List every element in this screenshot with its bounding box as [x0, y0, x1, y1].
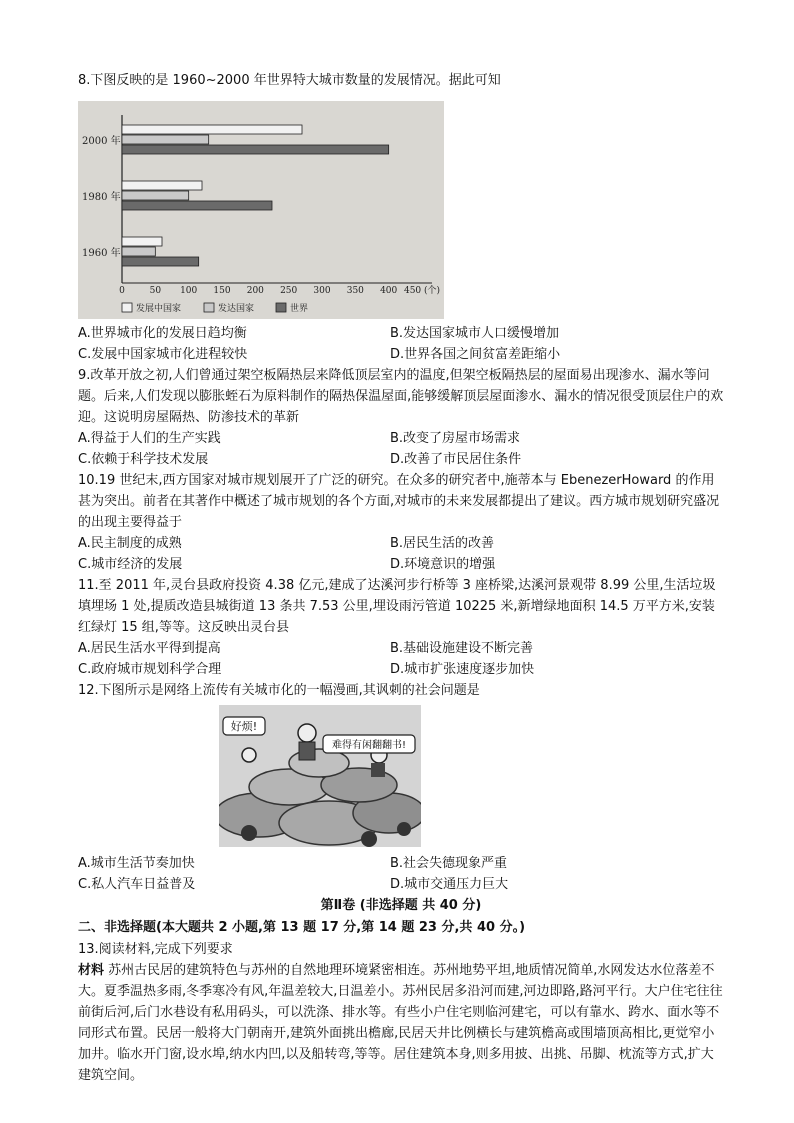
q12-option-d[interactable]: D.城市交通压力巨大	[390, 877, 509, 892]
cartoon-drawing	[219, 705, 421, 847]
x-tick-label: 100	[180, 286, 198, 296]
question-12-stem: 12.下图所示是网络上流传有关城市化的一幅漫画,其讽刺的社会问题是	[78, 683, 480, 698]
q12-option-a[interactable]: A.城市生活节奏加快	[78, 856, 195, 871]
x-tick-label: 300	[313, 286, 331, 296]
question-10-stem: 10.19 世纪末,西方国家对城市规划展开了广泛的研究。在众多的研究者中,施蒂本与 EbenezerHoward 的作用甚为突出。前者在其著作中概述了城市规划的各个方面,对城市的未来发展都提出了建议。西方城市规划研究盛况的出现主要得益于	[78, 473, 720, 530]
traffic-cartoon	[219, 705, 421, 847]
question-8-options	[78, 323, 724, 365]
q9-option-d[interactable]: D.改善了市民居住条件	[390, 452, 522, 467]
legend-swatch	[276, 303, 286, 312]
material-text: 苏州古民居的建筑特色与苏州的自然地理环境紧密相连。苏州地势平坦,地质情况简单,水网发达水位落差不大。夏季温热多雨,冬季寒冷有风,年温差较大,日温差小。苏州民居多沿河而建,河边即路,路河平行。大户住宅往往前街后河,后门水巷设有私用码头，可以洗涤、排水等。有些小户住宅则临河建宅，可以有靠水、跨水、面水等不同形式布置。民居一般将大门朝南开,建筑外面挑出檐廊,民居天井比例横长与建筑檐高或围墙顶高相比,更觉窄小加井。临水开门窗,设水埠,纳水内凹,以及船转弯,等等。居住建筑本身,则多用披、出挑、吊脚、枕流等方式,扩大建筑空间。	[78, 963, 723, 1083]
legend-swatch	[122, 303, 132, 312]
q8-option-a[interactable]: A.世界城市化的发展日趋均衡	[78, 326, 247, 341]
x-tick-label: 450 (个)	[403, 286, 441, 296]
exam-page	[78, 70, 724, 1086]
x-tick-label: 200	[246, 286, 264, 296]
bar-发达国家	[122, 191, 189, 200]
q10-option-a[interactable]: A.民主制度的成熟	[78, 536, 182, 551]
q8-option-d[interactable]: D.世界各国之间贫富差距缩小	[390, 347, 561, 362]
q11-option-a[interactable]: A.居民生活水平得到提高	[78, 641, 221, 656]
x-tick-label: 150	[213, 286, 231, 296]
material-label: 材料	[78, 963, 105, 978]
x-tick-label: 350	[346, 286, 364, 296]
category-label: 2000 年	[82, 136, 121, 147]
bar-发展中国家	[122, 125, 302, 134]
cartoon-bubble-2: 难得有闲翻翻书!	[331, 740, 407, 751]
question-8-stem: 8.下图反映的是 1960~2000 年世界特大城市数量的发展情况。据此可知	[78, 73, 501, 88]
part-2-heading: 二、非选择题(本大题共 2 小题,第 13 题 17 分,第 14 题 23 分,共 40 分。)	[78, 920, 526, 935]
bar-世界	[122, 257, 199, 266]
legend-label: 世界	[290, 304, 309, 314]
q9-option-b[interactable]: B.改变了房屋市场需求	[390, 431, 521, 446]
x-tick-label: 250	[280, 286, 298, 296]
legend-label: 发达国家	[218, 304, 255, 314]
x-tick-label: 0	[119, 286, 125, 296]
q11-option-c[interactable]: C.政府城市规划科学合理	[78, 662, 222, 677]
q10-option-d[interactable]: D.环境意识的增强	[390, 557, 496, 572]
q11-option-b[interactable]: B.基础设施建设不断完善	[390, 641, 534, 656]
category-label: 1980 年	[82, 192, 121, 203]
q8-option-c[interactable]: C.发展中国家城市化进程较快	[78, 347, 248, 362]
question-9-options	[78, 428, 724, 470]
question-11-stem: 11.至 2011 年,灵台县政府投资 4.38 亿元,建成了达溪河步行桥等 3 座桥梁,达溪河景观带 8.99 公里,生活垃圾填埋场 1 处,提质改造县城街道 13 条共 7.53 公里,埋设雨污管道 10225 米,新增绿地面积 14.5 万平方米,安装红绿灯 15 组,等等。这反映出灵台县	[78, 578, 716, 635]
bar-发达国家	[122, 135, 209, 144]
q9-option-a[interactable]: A.得益于人们的生产实践	[78, 431, 221, 446]
bar-发展中国家	[122, 181, 202, 190]
question-9-stem: 9.改革开放之初,人们曾通过架空板隔热层来降低顶层室内的温度,但架空板隔热层的屋面易出现渗水、漏水等问题。后来,人们发现以膨胀蛭石为原料制作的隔热保温屋面,能够缓解顶层屋面渗水、漏水的情况很受顶层住户的欢迎。这说明房屋隔热、防渗技术的革新	[78, 368, 724, 425]
bar-世界	[122, 145, 389, 154]
q12-option-c[interactable]: C.私人汽车日益普及	[78, 877, 196, 892]
question-12-options	[78, 853, 724, 895]
bar-发达国家	[122, 247, 155, 256]
question-13-stem: 13.阅读材料,完成下列要求	[78, 942, 233, 957]
legend-label: 发展中国家	[136, 304, 182, 314]
bar-世界	[122, 201, 272, 210]
x-tick-label: 400	[380, 286, 398, 296]
question-11-options	[78, 638, 724, 680]
q12-option-b[interactable]: B.社会失德现象严重	[390, 856, 508, 871]
question-10-options	[78, 533, 724, 575]
q9-option-c[interactable]: C.依赖于科学技术发展	[78, 452, 209, 467]
bar-chart-svg	[78, 101, 444, 319]
q8-option-b[interactable]: B.发达国家城市人口缓慢增加	[390, 326, 560, 341]
section-2-title: 第Ⅱ卷 (非选择题 共 40 分)	[320, 898, 482, 913]
q11-option-d[interactable]: D.城市扩张速度逐步加快	[390, 662, 535, 677]
q10-option-b[interactable]: B.居民生活的改善	[390, 536, 495, 551]
x-tick-label: 50	[149, 286, 162, 296]
question-13-material	[78, 960, 724, 1086]
legend-swatch	[204, 303, 214, 312]
cartoon-bubble-1: 好烦!	[230, 720, 258, 733]
city-count-bar-chart	[78, 101, 444, 319]
q10-option-c[interactable]: C.城市经济的发展	[78, 557, 183, 572]
bar-发展中国家	[122, 237, 162, 246]
category-label: 1960 年	[82, 248, 121, 259]
